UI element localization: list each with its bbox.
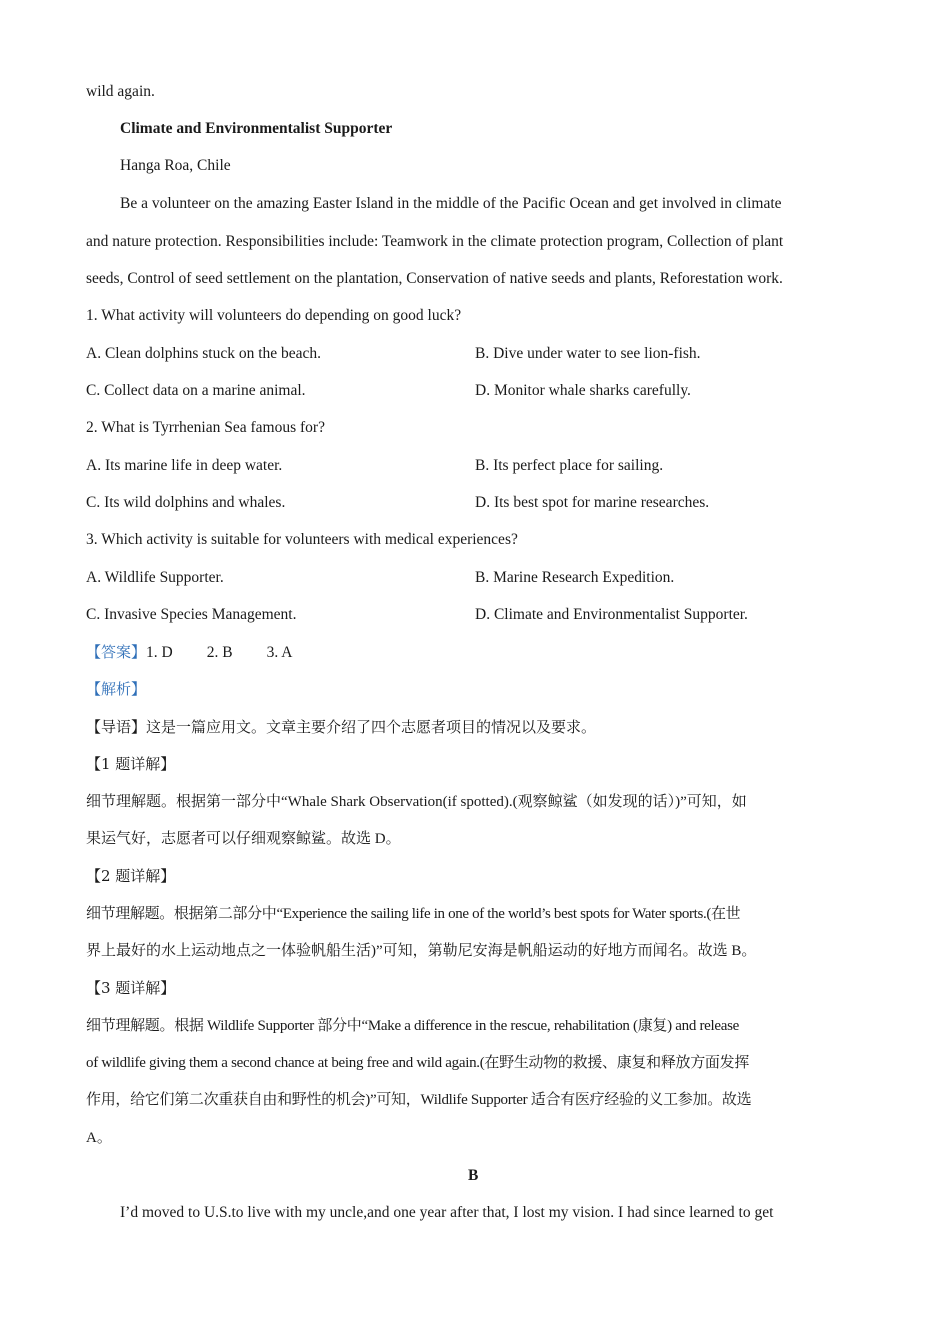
question-option: A. Wildlife Supporter. [86, 569, 224, 586]
question-stem: 1. What activity will volunteers do depending on good luck? [86, 307, 462, 324]
q2-heading: 【2 题详解】 [86, 867, 176, 885]
question-stem: 3. Which activity is suitable for volunteers with medical experiences? [86, 531, 518, 548]
question-stem: 2. What is Tyrrhenian Sea famous for? [86, 419, 325, 436]
answer-item: 2. B [206, 644, 233, 661]
description-line: seeds, Control of seed settlement on the plantation, Conservation of native seeds and plants, Reforestation work. [86, 270, 783, 287]
q3-heading: 【3 题详解】 [86, 979, 176, 997]
analysis-intro: 【导语】这是一篇应用文。文章主要介绍了四个志愿者项目的情况以及要求。 [86, 718, 597, 736]
question-option: C. Collect data on a marine animal. [86, 382, 306, 399]
location-text: Hanga Roa, Chile [120, 157, 231, 174]
question-option: B. Marine Research Expedition. [475, 569, 675, 586]
question-option: D. Monitor whale sharks carefully. [475, 382, 691, 399]
question-option: A. Its marine life in deep water. [86, 457, 283, 474]
question-option: A. Clean dolphins stuck on the beach. [86, 345, 322, 362]
q3-explanation-line: 作用，给它们第二次重获自由和野性的机会)”可知，Wildlife Supporter 适合有医疗经验的义工参加。故选 [86, 1092, 752, 1108]
analysis-label: 【解析】 [86, 680, 147, 698]
description-line: and nature protection. Responsibilities include: Teamwork in the climate protection program, Collection of plant [86, 233, 784, 250]
q3-explanation-line: 细节理解题。根据 Wildlife Supporter 部分中“Make a difference in the rescue, rehabilitation (康复) and release [86, 1018, 740, 1034]
q2-explanation-line: 界上最好的水上运动地点之一体验帆船生活)”可知，第勒尼安海是帆船运动的好地方而闻名。故选 B。 [86, 943, 757, 959]
q3-explanation-line: of wildlife giving them a second chance at being free and wild again.(在野生动物的救援、康复和释放方面发挥 [86, 1055, 750, 1071]
question-option: D. Its best spot for marine researches. [475, 494, 710, 511]
answer-item: 1. D [146, 644, 173, 661]
question-option: D. Climate and Environmentalist Supporter. [475, 606, 748, 623]
passage-b-first-line: I’d moved to U.S.to live with my uncle,and one year after that, I lost my vision. I had since learned to get [120, 1204, 774, 1221]
section-title: Climate and Environmentalist Supporter [120, 120, 393, 137]
question-option: B. Its perfect place for sailing. [475, 457, 664, 474]
q1-explanation-line: 细节理解题。根据第一部分中“Whale Shark Observation(if spotted).(观察鲸鲨（如发现的话）)”可知，如 [86, 794, 747, 810]
answer-item: 3. A [266, 644, 293, 661]
q2-explanation-line: 细节理解题。根据第二部分中“Experience the sailing life in one of the world’s best spots for Water sports.(在世 [86, 906, 741, 922]
question-option: C. Its wild dolphins and whales. [86, 494, 286, 511]
continued-text: wild again. [86, 83, 155, 100]
passage-b-heading: B [468, 1167, 479, 1184]
answer-label: 【答案】 [86, 643, 147, 661]
description-line: Be a volunteer on the amazing Easter Island in the middle of the Pacific Ocean and get involved in climate [120, 195, 782, 212]
question-option: C. Invasive Species Management. [86, 606, 297, 623]
answer-row [86, 642, 292, 663]
q1-explanation-line: 果运气好，志愿者可以仔细观察鲸鲨。故选 D。 [86, 831, 401, 847]
q1-heading: 【1 题详解】 [86, 755, 176, 773]
q3-explanation-line: A。 [86, 1130, 112, 1146]
question-option: B. Dive under water to see lion-fish. [475, 345, 701, 362]
